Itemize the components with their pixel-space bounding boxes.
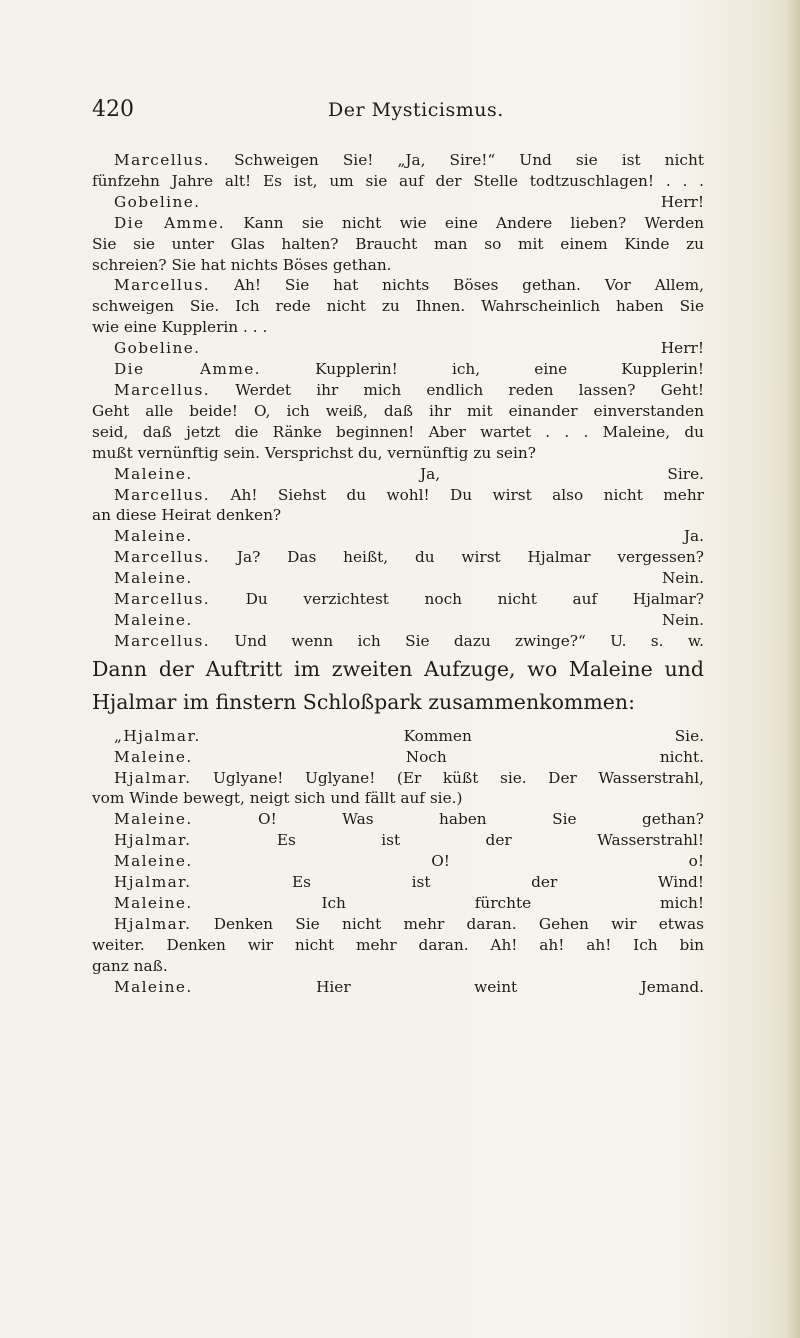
line-text: O! o!: [431, 852, 704, 871]
line-text: Nein.: [661, 610, 704, 629]
text-line: [92, 893, 704, 914]
text-line: [92, 977, 704, 998]
text-line: [92, 171, 704, 192]
speaker-name: Gobeline.: [114, 339, 201, 358]
text-line: [92, 213, 704, 234]
speaker-name: Gobeline.: [114, 192, 201, 211]
line-text: vom Winde bewegt, neigt sich und fällt auf sie.): [92, 789, 463, 808]
line-text: wie eine Kupplerin . . .: [92, 318, 268, 337]
line-text: Ah! Sie hat nichts Böses gethan. Vor Allem,: [233, 276, 704, 295]
line-text: Herr!: [660, 339, 704, 358]
text-line: [92, 956, 704, 977]
line-text: mußt vernünftig sein. Versprichst du, vernünftig zu sein?: [92, 443, 536, 462]
speaker-name: Maleine.: [114, 894, 193, 912]
text-line: [92, 317, 704, 338]
line-text: Uglyane! Uglyane! (Er küßt sie. Der Wasserstrahl,: [213, 768, 704, 787]
speaker-name: Marcellus.: [114, 380, 211, 399]
text-line: [92, 255, 704, 276]
line-text: Werdet ihr mich endlich reden lassen? Geht!: [235, 380, 704, 399]
dialogue-block-b: [92, 726, 704, 998]
line-text: Denken Sie nicht mehr daran. Gehen wir etwas: [213, 914, 704, 933]
line-text: Hier weint Jemand.: [316, 977, 704, 996]
speaker-name: Maleine.: [114, 747, 193, 766]
speaker-name: Maleine.: [114, 810, 193, 829]
speaker-name: Maleine.: [114, 852, 193, 871]
text-line: [92, 505, 704, 526]
text-line: [92, 380, 704, 401]
text-line: [92, 150, 704, 171]
line-text: Kommen Sie.: [403, 726, 704, 745]
line-text: seid, daß jetzt die Ränke beginnen! Aber wartet . . . Maleine, du: [92, 422, 704, 441]
line-text: Noch nicht.: [405, 747, 704, 766]
speaker-name: Hjalmar.: [114, 873, 192, 892]
speaker-name: Marcellus.: [114, 276, 211, 295]
text-line: [92, 359, 704, 380]
text-line: [92, 747, 704, 768]
line-text: schweigen Sie. Ich rede nicht zu Ihnen. Wahrscheinlich haben Sie: [92, 297, 704, 316]
text-line: [92, 464, 704, 485]
speaker-name: Hjalmar.: [114, 768, 192, 787]
line-text: Kann sie nicht wie eine Andere lieben? Werden: [243, 213, 704, 232]
speaker-name: Marcellus.: [114, 151, 211, 169]
text-line: [92, 851, 704, 872]
line-text: Es ist der Wasserstrahl!: [276, 831, 704, 850]
page-edge-shadow: [786, 0, 800, 1338]
text-line: [92, 631, 704, 652]
speaker-name: Maleine.: [114, 569, 193, 588]
text-line: [92, 526, 704, 547]
section-heading: [92, 654, 704, 718]
line-text: weiter. Denken wir nicht mehr daran. Ah! ah! ah! Ich bin: [92, 935, 704, 954]
text-line: [92, 485, 704, 506]
text-line: [92, 422, 704, 443]
text-line: [92, 809, 704, 830]
speaker-name: Marcellus.: [114, 548, 211, 567]
line-text: schreien? Sie hat nichts Böses gethan.: [92, 255, 392, 274]
speaker-name: Die Amme.: [114, 213, 226, 232]
text-line: [92, 872, 704, 893]
page-number: 420: [92, 97, 134, 122]
line-text: Ja? Das heißt, du wirst Hjalmar vergessen?: [236, 548, 704, 567]
speaker-name: Maleine.: [114, 527, 193, 546]
line-text: fünfzehn Jahre alt! Es ist, um sie auf der Stelle todtzuschlagen! . . .: [92, 171, 704, 190]
text-line: [92, 275, 704, 296]
line-text: Und wenn ich Sie dazu zwinge?“ U. s. w.: [234, 631, 704, 650]
speaker-name: Marcellus.: [114, 590, 211, 609]
text-line: [92, 192, 704, 213]
text-line: [92, 296, 704, 317]
line-text: Sie sie unter Glas halten? Braucht man so mit einem Kinde zu: [92, 234, 704, 253]
speaker-name: Marcellus.: [114, 631, 211, 650]
text-line: [92, 726, 704, 747]
line-text: Ah! Siehst du wohl! Du wirst also nicht mehr: [230, 485, 704, 504]
body-text: [92, 150, 704, 998]
speaker-name: „Hjalmar.: [114, 726, 201, 745]
text-line: [92, 914, 704, 935]
running-title: Der Mysticismus.: [328, 99, 504, 121]
line-text: ganz naß.: [92, 956, 168, 975]
speaker-name: Marcellus.: [114, 485, 211, 504]
line-text: Du verzichtest noch nicht auf Hjalmar?: [245, 590, 704, 609]
speaker-name: Maleine.: [114, 610, 193, 629]
line-text: Kupplerin! ich, eine Kupplerin!: [315, 360, 704, 379]
text-line: [92, 589, 704, 610]
speaker-name: Hjalmar.: [114, 831, 192, 850]
line-text: Ja, Sire.: [419, 464, 704, 483]
text-line: [92, 830, 704, 851]
line-text: Schweigen Sie! „Ja, Sire!“ Und sie ist nicht: [234, 151, 704, 169]
speaker-name: Die Amme.: [114, 360, 261, 379]
speaker-name: Maleine.: [114, 977, 193, 996]
text-line: [92, 610, 704, 631]
dialogue-block-a: [92, 150, 704, 652]
line-text: Es ist der Wind!: [292, 873, 704, 892]
text-line: [92, 401, 704, 422]
text-line: [92, 788, 704, 809]
text-line: [92, 547, 704, 568]
speaker-name: Maleine.: [114, 464, 193, 483]
line-text: O! Was haben Sie gethan?: [258, 810, 704, 829]
line-text: Ich fürchte mich!: [321, 894, 704, 912]
heading-line: Dann der Auftritt im zweiten Aufzuge, wo Maleine und: [92, 656, 704, 681]
line-text: Herr!: [660, 192, 704, 211]
line-text: an diese Heirat denken?: [92, 506, 282, 525]
heading-line: Hjalmar im finstern Schloßpark zusammenkommen:: [92, 689, 636, 714]
text-line: [92, 935, 704, 956]
line-text: Nein.: [661, 569, 704, 588]
speaker-name: Hjalmar.: [114, 914, 192, 933]
text-line: [92, 338, 704, 359]
text-line: [92, 568, 704, 589]
text-line: [92, 443, 704, 464]
page-header: [92, 97, 702, 127]
line-text: Ja.: [683, 527, 704, 546]
line-text: Geht alle beide! O, ich weiß, daß ihr mit einander einverstanden: [92, 401, 704, 420]
text-line: [92, 768, 704, 789]
text-line: [92, 234, 704, 255]
